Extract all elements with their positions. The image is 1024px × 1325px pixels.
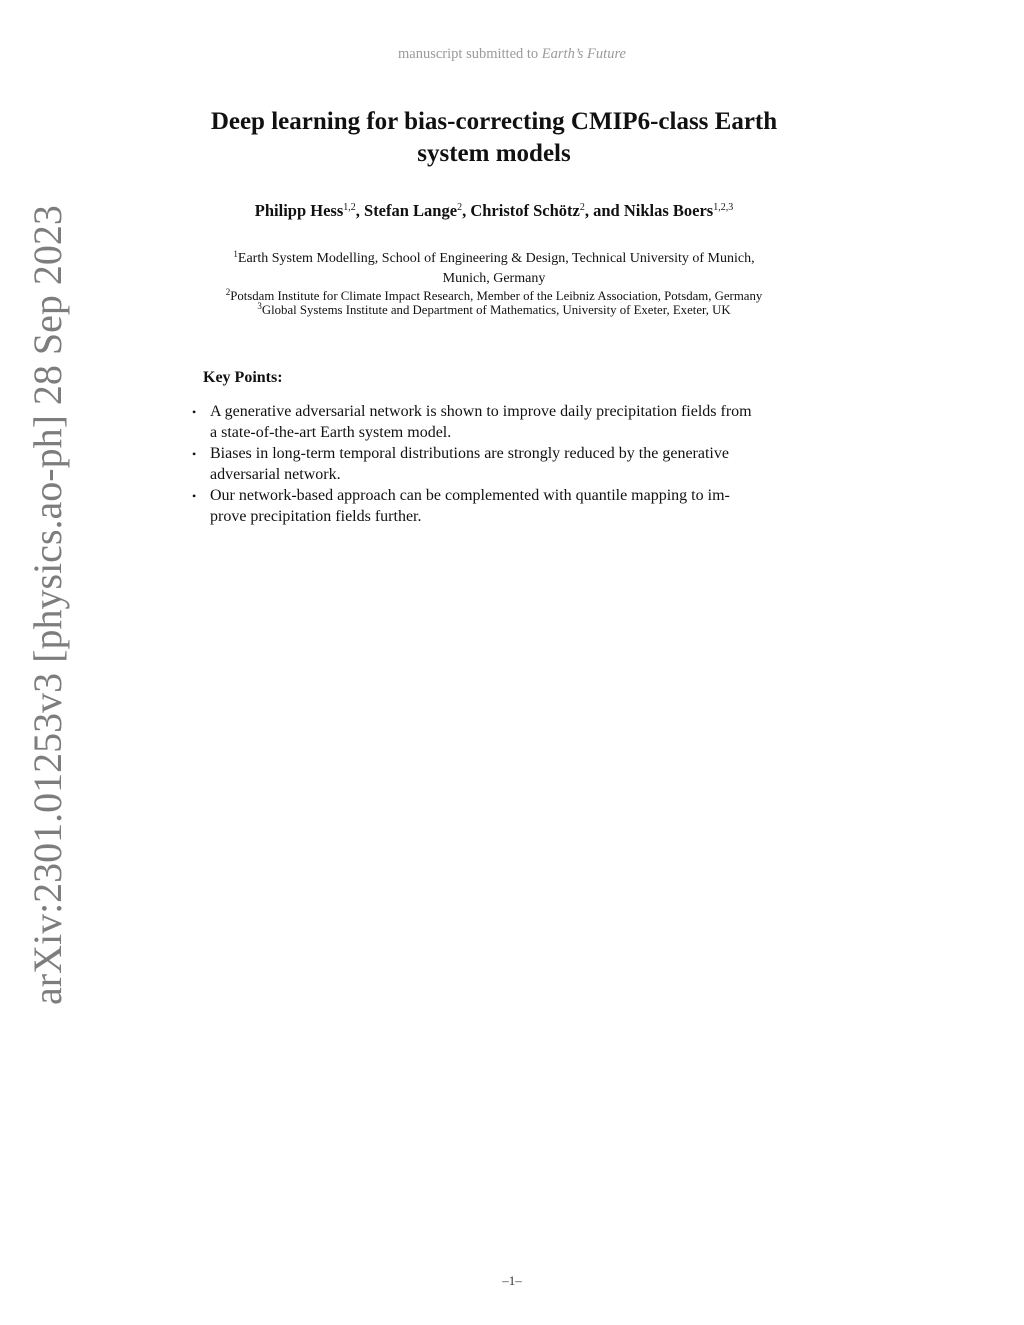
paper-title [170, 106, 818, 170]
running-head [0, 46, 1024, 63]
author-name: Philipp Hess [254, 201, 344, 220]
author-affiliation-marker: 1,2,3 [713, 202, 734, 213]
key-point-text: Biases in long-term temporal distributions are strongly reduced by the generative [210, 445, 729, 462]
bullet-icon: • [192, 405, 197, 419]
author-separator: , [355, 201, 365, 220]
key-point-text-continued: prove precipitation fields further. [210, 507, 422, 525]
bullet-icon: • [192, 447, 197, 461]
key-point-item [190, 402, 830, 443]
key-points-list [190, 402, 830, 528]
author-separator: , [462, 201, 471, 220]
affiliation-text: Potsdam Institute for Climate Impact Research, Member of the Leibniz Association, Potsdam, Germany [230, 289, 763, 303]
affiliation-item [150, 249, 838, 289]
author-name: Stefan Lange [364, 201, 458, 220]
author-affiliation-marker: 1,2 [343, 202, 356, 213]
key-point-text: A generative adversarial network is shown to improve daily precipitation fields from [210, 403, 752, 420]
affiliation-text: Global Systems Institute and Department of Mathematics, University of Exeter, Exeter, UK [261, 303, 731, 317]
author-name: Niklas Boers [623, 201, 714, 220]
key-point-item [190, 444, 830, 485]
author-affiliation-marker: 2 [579, 202, 585, 213]
affiliation-item [150, 289, 838, 303]
paper-title-line-2: system models [417, 140, 571, 167]
bullet-icon: • [192, 489, 197, 503]
paper-title-line-1: Deep learning for bias-correcting CMIP6-class Earth [210, 108, 778, 135]
author-list [150, 201, 838, 221]
key-point-text: Our network-based approach can be complemented with quantile mapping to im- [210, 487, 730, 504]
arxiv-identifier-stamp: arXiv:2301.01253v3 [physics.ao-ph] 28 Sep 2023 [25, 205, 70, 1005]
key-point-item [190, 486, 830, 527]
affiliation-item [150, 303, 838, 317]
author-separator: , and [584, 201, 624, 220]
key-point-text-continued: adversarial network. [210, 465, 341, 483]
page-number: –1– [502, 1273, 522, 1288]
key-points-heading: Key Points: [203, 369, 283, 386]
author-name: Christof Schötz [470, 201, 580, 220]
running-head-journal: Earth’s Future [541, 46, 626, 62]
affiliation-number: 2 [225, 287, 231, 297]
affiliation-number: 3 [257, 301, 262, 311]
author-affiliation-marker: 2 [457, 202, 463, 213]
key-point-text-continued: a state-of-the-art Earth system model. [210, 423, 452, 441]
affiliation-number: 1 [233, 249, 238, 259]
affiliation-list [150, 249, 838, 317]
affiliation-text: Earth System Modelling, School of Engineering & Design, Technical University of Munich, [237, 251, 755, 266]
running-head-prefix: manuscript submitted to [398, 46, 539, 62]
affiliation-text-continued: Munich, Germany [442, 271, 546, 286]
